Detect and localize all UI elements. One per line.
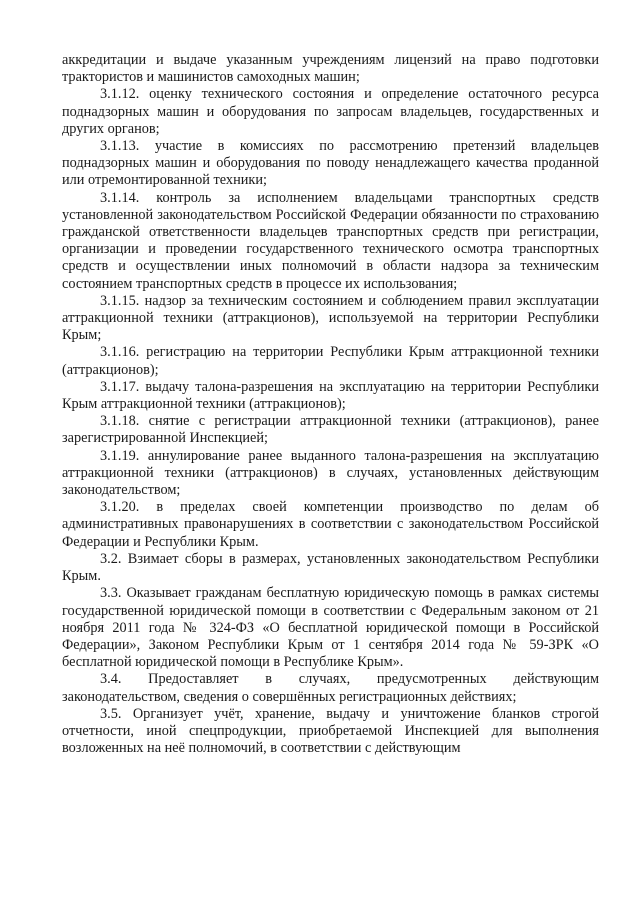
paragraph-3-1-12: 3.1.12. оценку технического состояния и определение остаточного ресурса поднадзорных машин и оборудования по запросам владельцев, государственных и других органов; — [62, 86, 599, 137]
paragraph-3-2: 3.2. Взимает сборы в размерах, установленных законодательством Республики Крым. — [62, 550, 599, 585]
paragraph-3-1-14: 3.1.14. контроль за исполнением владельцами транспортных средств установленной законодательством Российской Федерации обязанности по страхованию гражданской ответственности владельцев транспортных средств при регистрации, организации и проведении государственного технического осмотра транспортных средств и осуществлении иных полномочий в области надзора за техническим состоянием транспортных средств в процессе их использования; — [62, 189, 599, 292]
paragraph-3-1-19: 3.1.19. аннулирование ранее выданного талона-разрешения на эксплуатацию аттракционной техники (аттракционов) в случаях, установленных действующим законодательством; — [62, 447, 599, 499]
paragraph-3-4: 3.4. Предоставляет в случаях, предусмотренных действующим законодательством, сведения о совершённых регистрационных действиях; — [62, 671, 599, 705]
paragraph-3-5: 3.5. Организует учёт, хранение, выдачу и уничтожение бланков строгой отчетности, иной спецпродукции, приобретаемой Инспекцией для выполнения возложенных на неё полномочий, в соответствии с действующим — [62, 705, 599, 757]
paragraph-3-1-17: 3.1.17. выдачу талона-разрешения на эксплуатацию на территории Республики Крым аттракционной техники (аттракционов); — [62, 378, 599, 413]
paragraph-3-1-16: 3.1.16. регистрацию на территории Республики Крым аттракционной техники (аттракционов); — [62, 344, 599, 378]
paragraph-3-1-13: 3.1.13. участие в комиссиях по рассмотрению претензий владельцев поднадзорных машин и оборудования по поводу ненадлежащего качества проданной или отремонтированной техники; — [62, 138, 599, 189]
paragraph-3-1-20: 3.1.20. в пределах своей компетенции производство по делам об административных правонарушениях в соответствии с законодательством Российской Федерации и Республики Крым. — [62, 499, 599, 550]
paragraph-continuation: аккредитации и выдаче указанным учреждениям лицензий на право подготовки трактористов и машинистов самоходных машин; — [62, 52, 599, 86]
document-body — [62, 52, 599, 757]
paragraph-3-1-15: 3.1.15. надзор за техническим состоянием и соблюдением правил эксплуатации аттракционной техники (аттракционов), используемой на территории Республики Крым; — [62, 292, 599, 344]
paragraph-3-3: 3.3. Оказывает гражданам бесплатную юридическую помощь в рамках системы государственной юридической помощи в соответствии с Федеральным законом от 21 ноября 2011 года № 324-ФЗ «О бесплатной юридической помощи в Российской Федерации», Законом Республики Крым от 1 сентября 2014 года № 59-ЗРК «О бесплатной юридической помощи в Республике Крым». — [62, 585, 599, 671]
paragraph-3-1-18: 3.1.18. снятие с регистрации аттракционной техники (аттракционов), ранее зарегистрированной Инспекцией; — [62, 413, 599, 447]
